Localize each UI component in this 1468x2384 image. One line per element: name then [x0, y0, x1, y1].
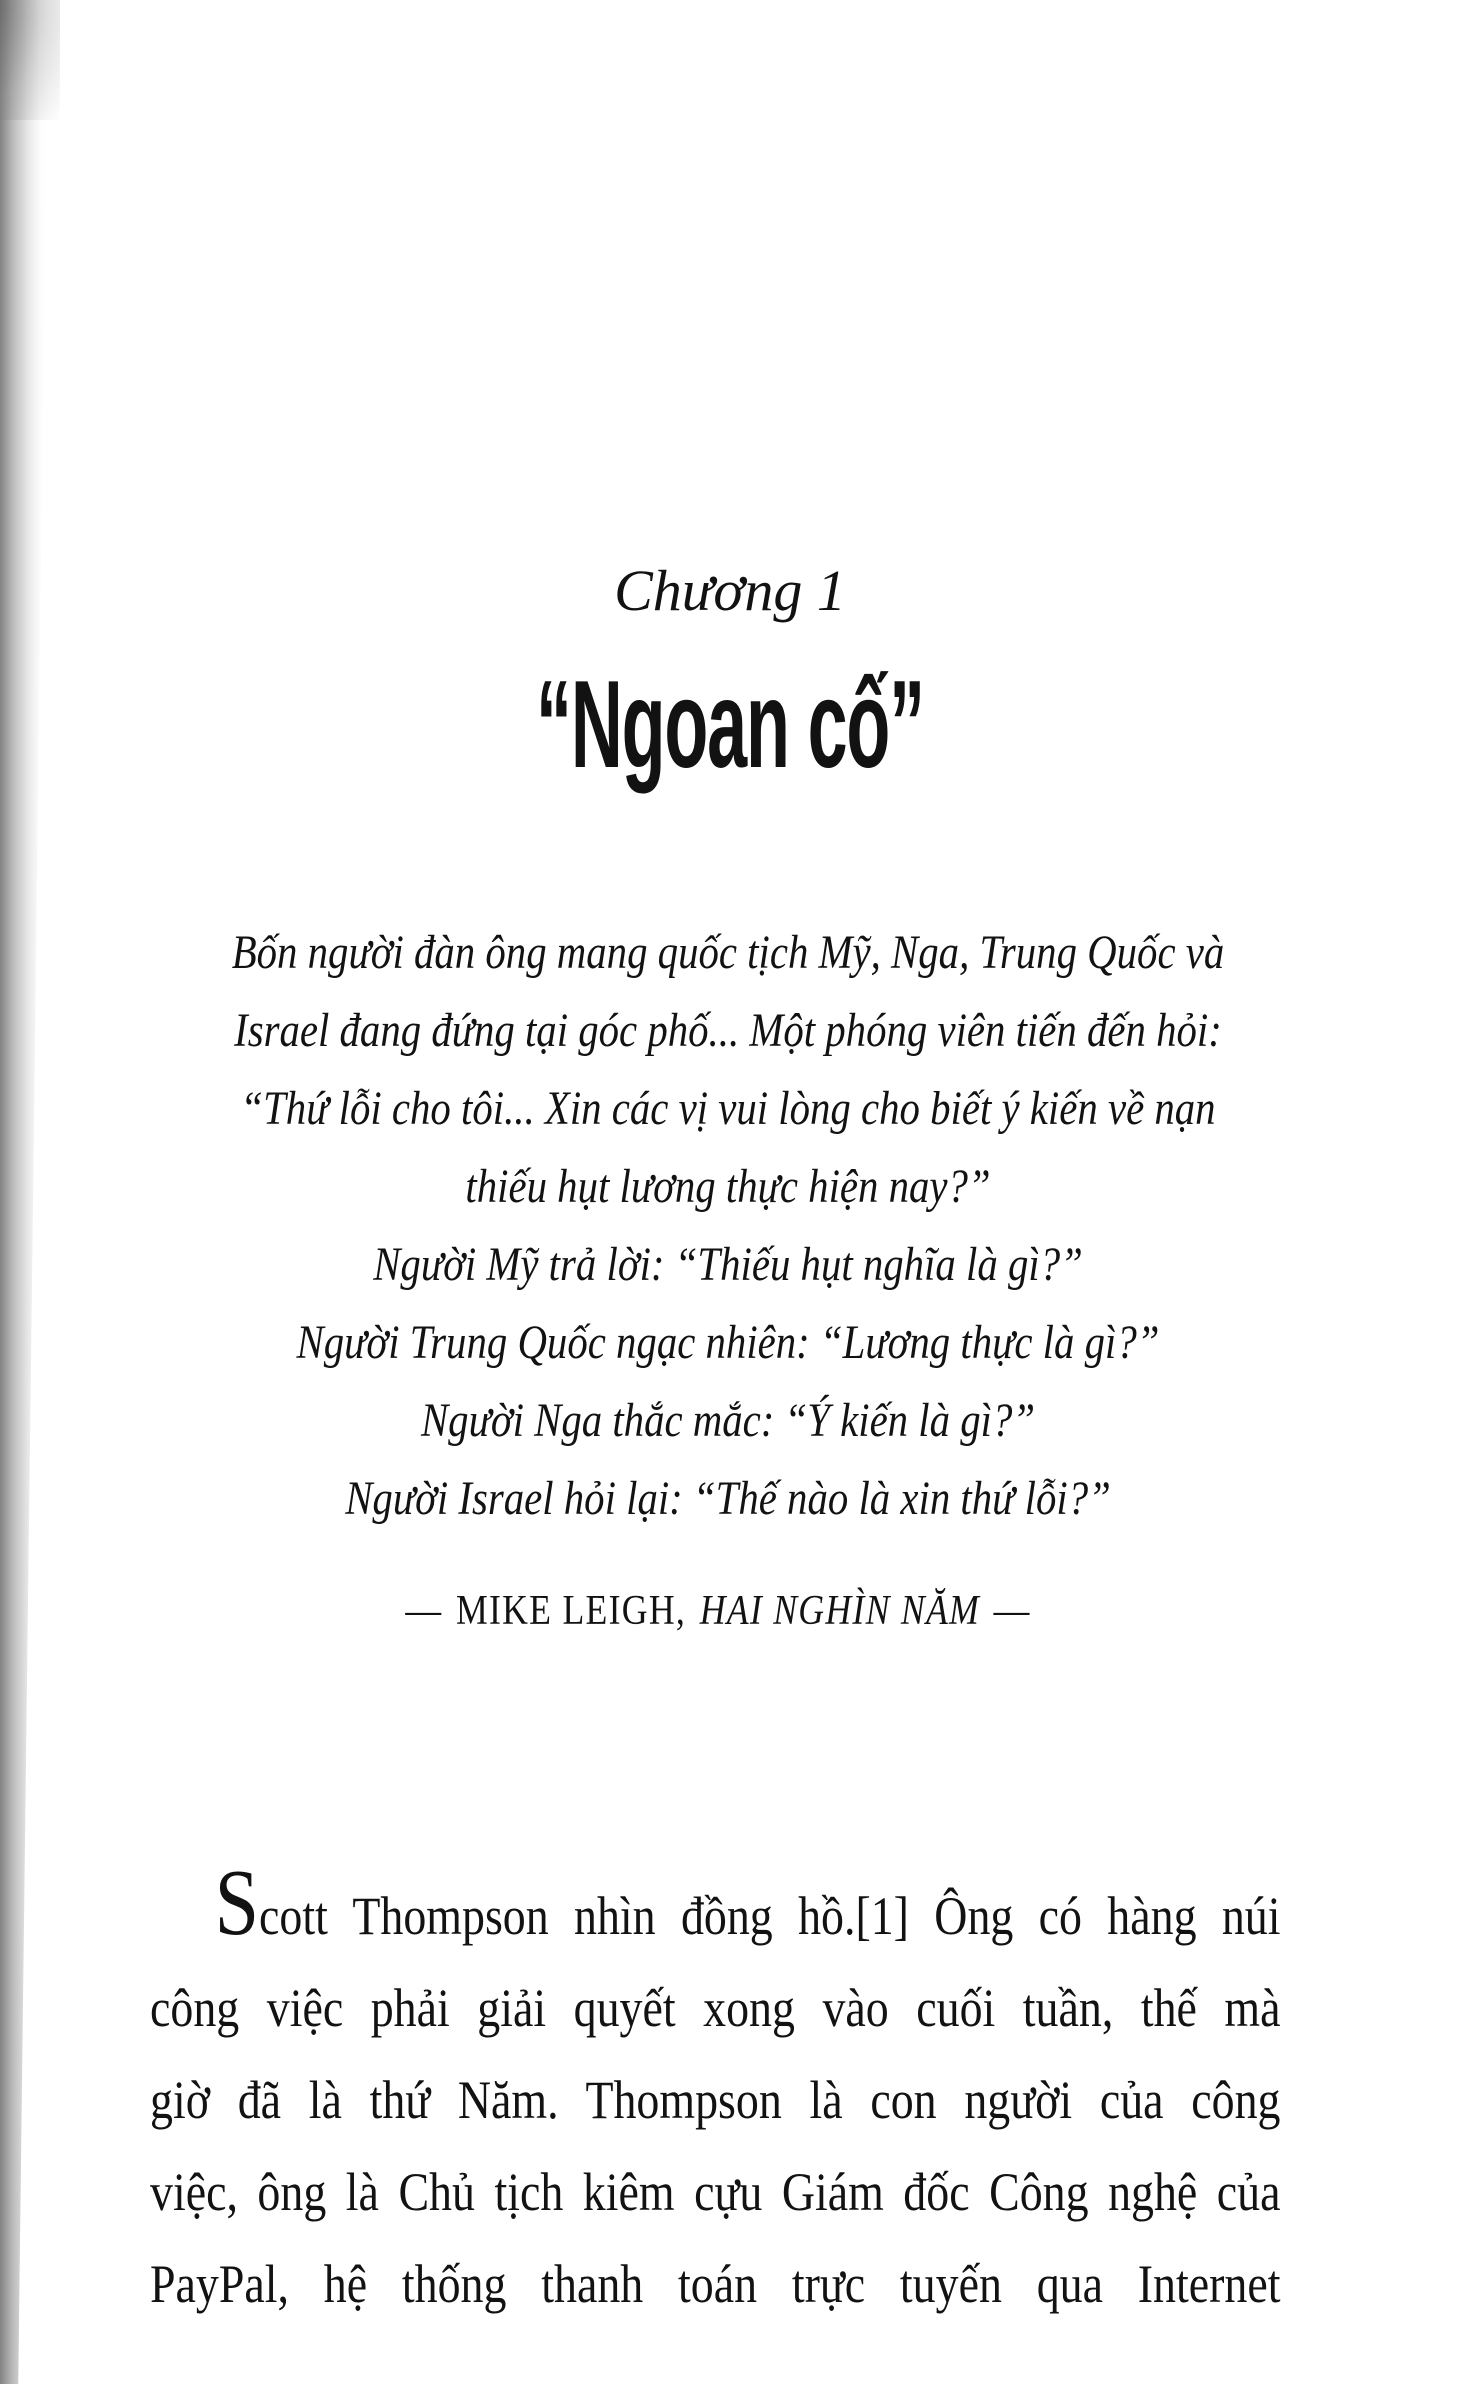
body-paragraph	[150, 1851, 1281, 2330]
body-line: PayPal, hệ thống thanh toán trực tuyến qua Internet	[150, 2254, 1281, 2314]
epigraph-line: Người Mỹ trả lời: “Thiếu hụt nghĩa là gì?”	[373, 1238, 1083, 1291]
epigraph-line: Người Nga thắc mắc: “Ý kiến là gì?”	[420, 1394, 1036, 1447]
attribution-work-title: HAI NGHÌN NĂM	[699, 1588, 981, 1634]
body-line-text: cott Thompson nhìn đồng hồ.[1] Ông có hàng núi	[259, 1886, 1281, 1946]
epigraph-line: Israel đang đứng tại góc phố... Một phóng viên tiến đến hỏi:	[234, 1004, 1222, 1057]
body-line	[150, 1851, 1281, 1962]
attribution-dash-right: —	[993, 1588, 1031, 1634]
epigraph-line: Người Trung Quốc ngạc nhiên: “Lương thực là gì?”	[296, 1316, 1160, 1369]
body-line: công việc phải giải quyết xong vào cuối tuần, thế mà	[150, 1978, 1281, 2038]
chapter-number: Chương 1	[614, 558, 846, 623]
chapter-title: “Ngoan cố”	[536, 656, 924, 794]
epigraph	[205, 914, 1251, 1538]
attribution-author: MIKE LEIGH,	[455, 1588, 687, 1634]
spine-shadow	[0, 0, 48, 2384]
epigraph-line: Bốn người đàn ông mang quốc tịch Mỹ, Nga, Trung Quốc và	[231, 926, 1225, 979]
epigraph-line: Người Israel hỏi lại: “Thế nào là xin thứ lỗi?”	[345, 1472, 1111, 1525]
spine-shadow-top	[0, 0, 60, 120]
body-line: giờ đã là thứ Năm. Thompson là con người của công	[150, 2070, 1281, 2130]
raised-initial-cap: S	[214, 1851, 260, 1955]
epigraph-line: “Thứ lỗi cho tôi... Xin các vị vui lòng cho biết ý kiến về nạn	[240, 1082, 1216, 1135]
epigraph-attribution	[94, 1586, 1342, 1636]
attribution-dash-left: —	[405, 1588, 443, 1634]
epigraph-line: thiếu hụt lương thực hiện nay?”	[465, 1160, 991, 1213]
body-line: việc, ông là Chủ tịch kiêm cựu Giám đốc Công nghệ của	[150, 2162, 1281, 2222]
